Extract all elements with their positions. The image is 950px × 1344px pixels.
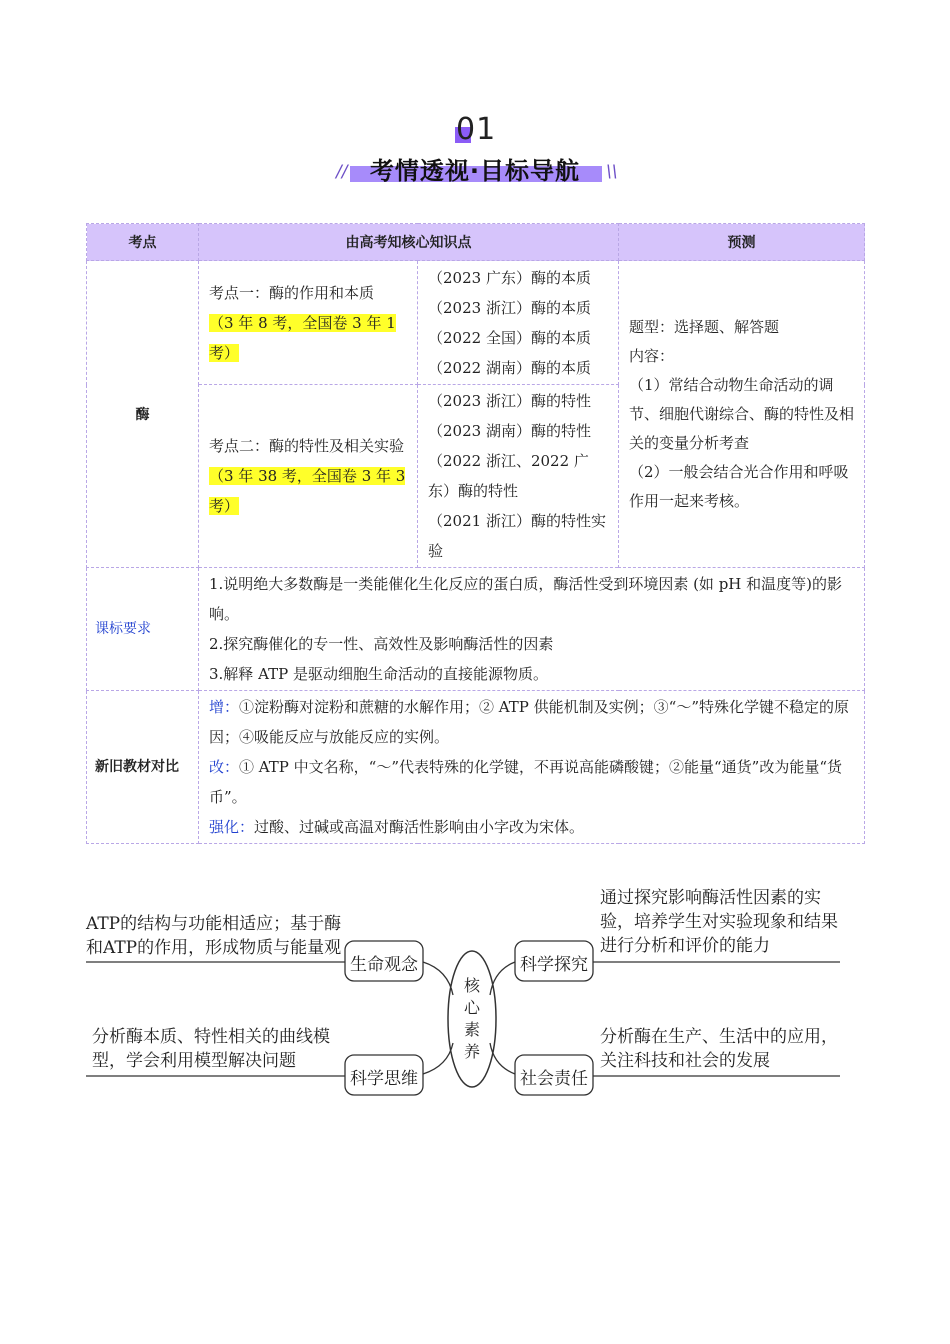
point-one-note: （3 年 8 考，全国卷 3 年 1 考） [209,313,396,362]
curriculum-line: 2.探究酶催化的专一性、高效性及影响酶活性的因素 [209,635,554,653]
prediction-line: （1）常结合动物生命活动的调节、细胞代谢综合、酶的特性及相关的变量分析考查 [629,375,855,452]
point-two-label: 考点二：酶的特性及相关实验 [209,437,405,455]
compare-text-change: ① ATP 中文名称，“～”代表特殊的化学键，不再说高能磷酸键；②能量“通货”改为能量“货币”。 [209,758,843,806]
compare-text-add: ①淀粉酶对淀粉和蔗糖的水解作用；② ATP 供能机制及实例；③“～”特殊化学键不稳定的原因；④吸能反应与放能反应的实例。 [209,698,850,746]
prediction-line: 题型：选择题、解答题 [629,317,780,336]
list-item: （2021 浙江）酶的特性实验 [428,512,606,560]
text-scientific-inquiry: 通过探究影响酶活性因素的实 验，培养学生对实验现象和结果 进行分析和评价的能力 [600,888,838,956]
text-scientific-thinking: 分析酶本质、特性相关的曲线模 型，学会利用模型解决问题 [92,1027,330,1071]
list-item: （2022 全国）酶的本质 [428,328,591,347]
text-social-responsibility: 分析酶在生产、生活中的应用， 关注科技和社会的发展 [600,1027,838,1071]
list-item: （2023 浙江）酶的特性 [428,392,591,410]
connector-bottom-left [423,1043,453,1074]
topic-cell: 酶 [87,261,199,568]
list-item: （2022 浙江、2022 广东）酶的特性 [428,452,589,500]
point-one-label: 考点一：酶的作用和本质 [209,283,375,302]
label-life-concept: 生命观念 [350,955,418,975]
list-item: （2022 湖南）酶的本质 [428,358,591,377]
compare-tag-change: 改： [209,758,240,776]
point-two-note: （3 年 38 考，全国卷 3 年 3 考） [209,467,406,515]
prediction-line: 内容： [629,346,675,365]
header-knowledge: 由高考知核心知识点 [199,224,619,261]
core-char: 素 [463,1020,480,1039]
header-prediction: 预测 [619,224,865,261]
list-item: （2023 浙江）酶的本质 [428,298,591,317]
curriculum-line: 1.说明绝大多数酶是一类能催化生化反应的蛋白质，酶活性受到环境因素 (如 pH 和温度等)的影响。 [209,575,843,623]
label-social-responsibility: 社会责任 [520,1069,588,1089]
core-char: 核 [463,976,480,995]
curriculum-line: 3.解释 ATP 是驱动细胞生命活动的直接能源物质。 [209,665,548,683]
core-label [460,975,484,1063]
header-topic: 考点 [87,224,199,261]
compare-tag-strengthen: 强化： [209,818,255,836]
prediction-line: （2）一般会结合光合作用和呼吸作用一起来考核。 [629,462,849,510]
right-slash-mark: \\ [606,162,618,182]
left-slash-mark: // [336,162,348,182]
label-scientific-thinking: 科学思维 [350,1069,418,1089]
label-scientific-inquiry: 科学探究 [520,955,588,975]
core-char: 养 [463,1042,480,1061]
compare-text-strengthen: 过酸、过碱或高温对酶活性影响由小字改为宋体。 [254,818,585,836]
compare-tag-add: 增： [209,698,240,716]
core-char: 心 [463,998,480,1017]
list-item: （2023 湖南）酶的特性 [428,422,591,440]
section-title: 考情透视·目标导航 [369,157,581,185]
text-life-concept: ATP的结构与功能相适应；基于酶 和ATP的作用，形成物质与能量观 [86,914,342,958]
section-number: 01 [456,112,497,147]
connector-top-left [423,962,453,995]
list-item: （2023 广东）酶的本质 [428,268,591,287]
compare-label: 新旧教材对比 [87,691,199,844]
curriculum-label: 课标要求 [87,568,199,691]
